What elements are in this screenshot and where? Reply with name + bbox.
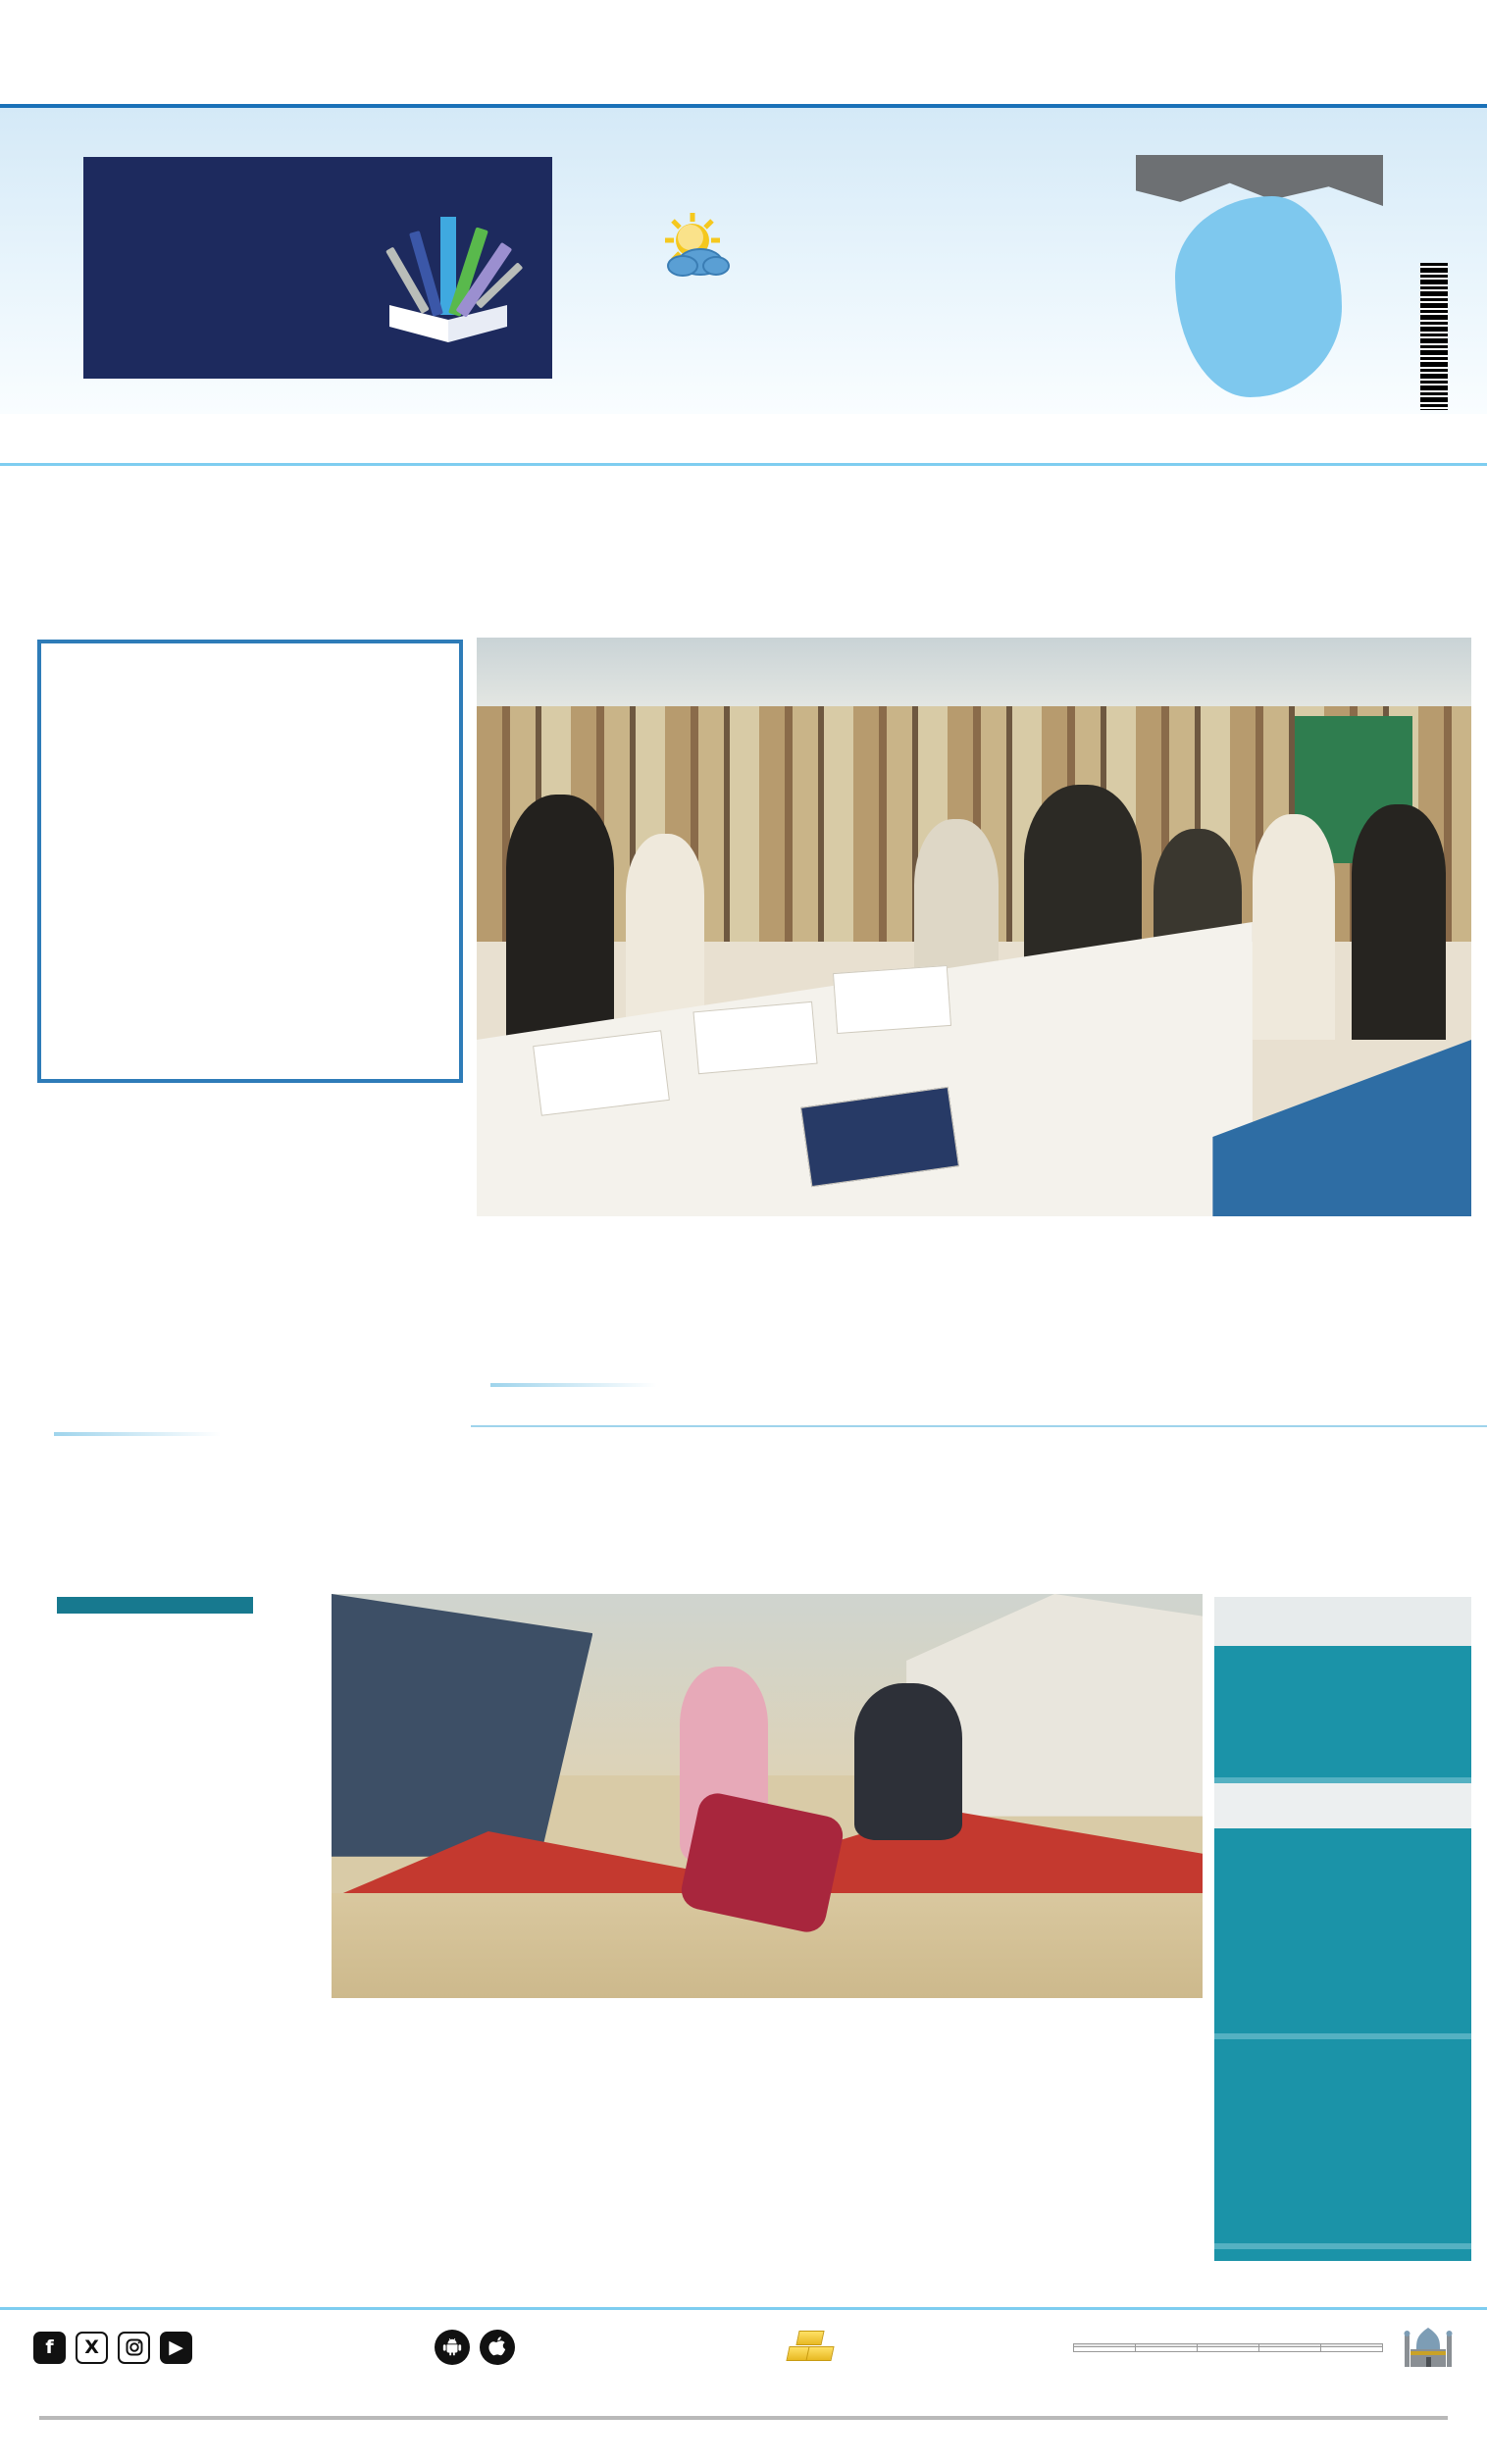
x-twitter-icon[interactable]: X bbox=[76, 2332, 108, 2364]
gulf-oil-body bbox=[29, 1638, 326, 2109]
divider-rule bbox=[0, 2307, 1487, 2310]
prayer-times-table bbox=[1073, 2343, 1383, 2352]
section-divider bbox=[471, 1425, 1487, 1427]
facebook-icon[interactable]: f bbox=[33, 2332, 66, 2364]
divider-rule bbox=[0, 463, 1487, 466]
masthead-band bbox=[0, 108, 1487, 414]
article-column bbox=[257, 1112, 463, 1244]
second-story-columns bbox=[332, 2038, 1203, 2348]
article-column bbox=[775, 2038, 982, 2348]
barcode-bars bbox=[1420, 263, 1448, 410]
oman-newspaper-logo bbox=[1136, 137, 1452, 414]
article-column bbox=[332, 2038, 538, 2348]
exports-article bbox=[37, 1097, 463, 1244]
inside-item[interactable] bbox=[1214, 1828, 1471, 2039]
inside-item-title bbox=[1214, 2039, 1471, 2243]
gaza-photo bbox=[332, 1594, 1203, 1998]
opinion-header bbox=[1214, 1597, 1471, 1646]
currencies-section bbox=[435, 2330, 544, 2365]
sultan-story-body bbox=[61, 675, 439, 969]
oman-map-shape bbox=[1175, 196, 1342, 397]
inside-issue-sidebar bbox=[1214, 1597, 1471, 2261]
open-book-burst-icon bbox=[380, 187, 527, 348]
dateline-row bbox=[0, 420, 1487, 459]
article-column bbox=[553, 2038, 760, 2348]
gulf-oil-article bbox=[29, 1620, 326, 2109]
social-media-section bbox=[33, 2332, 202, 2364]
book-fair-logo bbox=[83, 157, 552, 379]
details-page-tag[interactable] bbox=[54, 1432, 221, 1436]
article-column bbox=[982, 1259, 1219, 1405]
article-column bbox=[37, 1112, 243, 1244]
instagram-icon[interactable] bbox=[118, 2332, 150, 2364]
sun-cloud-icon bbox=[649, 269, 740, 287]
inside-issue-label bbox=[1214, 1783, 1471, 1828]
article-column bbox=[1235, 1259, 1472, 1405]
details-page-tag[interactable] bbox=[490, 1383, 657, 1387]
bottom-info-bar bbox=[0, 2319, 1487, 2376]
issue-barcode bbox=[1403, 263, 1448, 410]
opinion-title bbox=[1214, 1646, 1471, 1777]
print-registration-strip-top bbox=[69, 26, 1422, 34]
inside-item-title bbox=[1214, 1828, 1471, 2033]
gold-prices-section bbox=[778, 2331, 841, 2364]
book-fair-photo bbox=[477, 638, 1471, 1216]
print-registration-strip-bottom bbox=[0, 2405, 1487, 2431]
sultan-greetings-box bbox=[37, 640, 463, 1083]
gold-bars-icon bbox=[788, 2331, 831, 2364]
mosque-icon bbox=[1403, 2322, 1454, 2373]
youtube-icon[interactable]: ▶ bbox=[160, 2332, 192, 2364]
prayer-times-section bbox=[1073, 2322, 1454, 2373]
article-column bbox=[996, 2038, 1203, 2348]
android-app-icon[interactable] bbox=[435, 2330, 470, 2365]
editor-block bbox=[799, 226, 1010, 265]
apple-app-icon[interactable] bbox=[480, 2330, 515, 2365]
weather-widget bbox=[596, 211, 793, 291]
column-accent-bar bbox=[57, 1597, 253, 1614]
opinion-item[interactable] bbox=[1214, 1646, 1471, 1783]
inside-item[interactable] bbox=[1214, 2039, 1471, 2261]
article-column bbox=[730, 1259, 967, 1405]
